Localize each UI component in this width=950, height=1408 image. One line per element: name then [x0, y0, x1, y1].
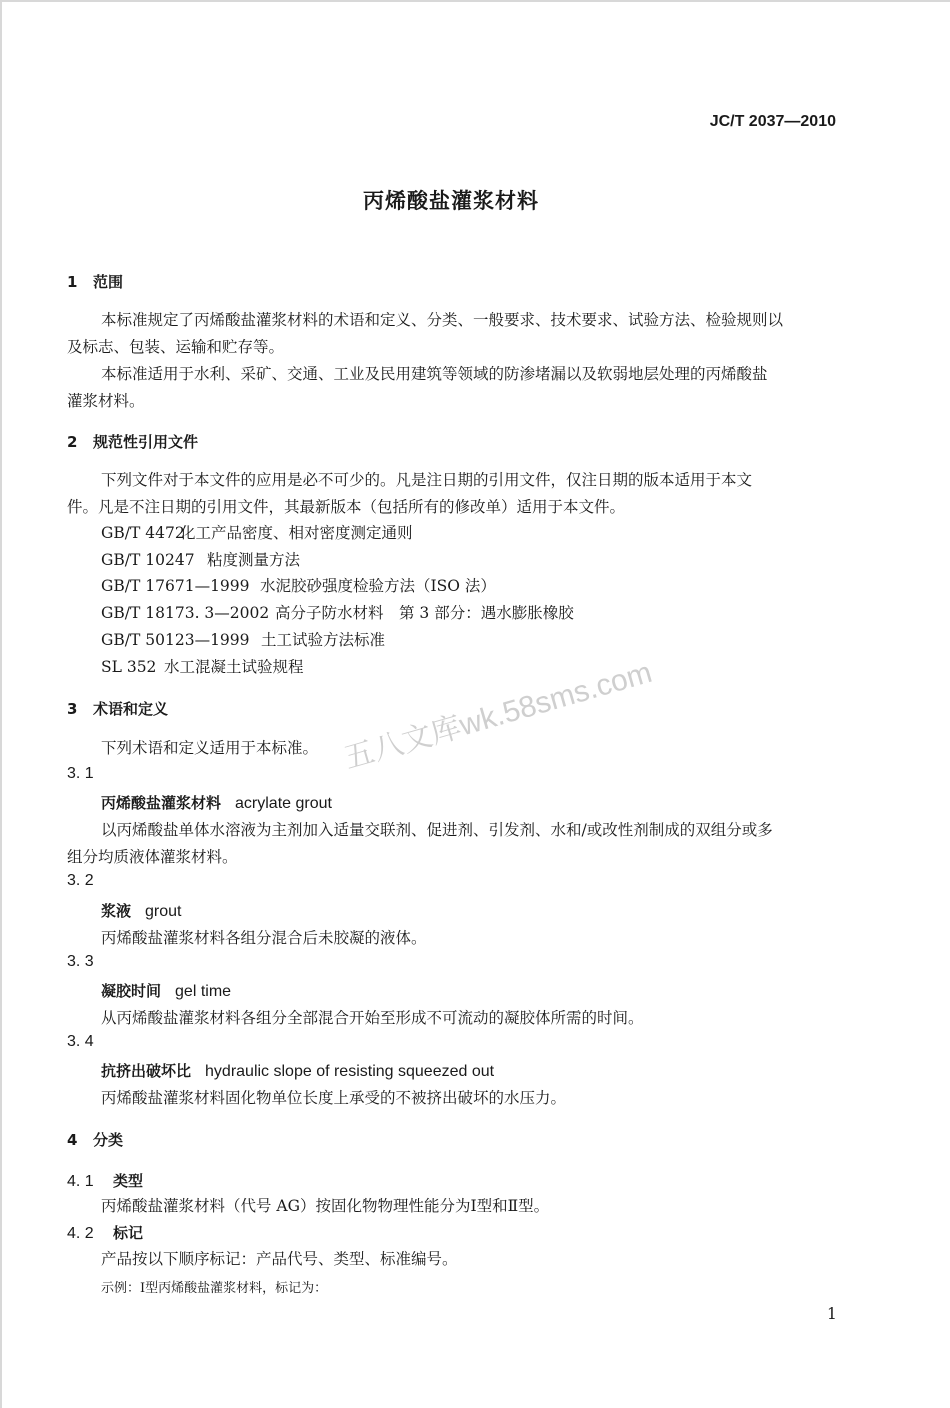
section-1-p2-line2: 灌浆材料。 — [67, 392, 145, 410]
reference-item: GB/T 18173. 3—2002 高分子防水材料 第 3 部分：遇水膨胀橡胶 — [101, 604, 574, 622]
term-heading: 凝胶时间 gel time — [101, 982, 232, 1000]
page-number: 1 — [827, 1305, 837, 1323]
section-1-p1-line2: 及标志、包装、运输和贮存等。 — [67, 338, 285, 356]
section-3-heading: 3 术语和定义 — [67, 700, 169, 718]
section-2-heading: 2 规范性引用文件 — [67, 433, 199, 451]
watermark: 五八文库wk.58sms.com — [340, 655, 656, 776]
reference-item: GB/T 17671—1999 水泥胶砂强度检验方法（ISO 法） — [101, 577, 496, 595]
section-2-p1-line2: 件。凡是不注日期的引用文件，其最新版本（包括所有的修改单）适用于本文件。 — [67, 498, 626, 516]
section-1-p1-line1: 本标准规定了丙烯酸盐灌浆材料的术语和定义、分类、一般要求、技术要求、试验方法、检验规则以 — [101, 311, 784, 329]
term-heading: 抗挤出破坏比 hydraulic slope of resisting squeezed out — [101, 1062, 495, 1080]
example-text: 示例：Ⅰ型丙烯酸盐灌浆材料，标记为： — [101, 1281, 328, 1296]
page-title: 丙烯酸盐灌浆材料 — [363, 189, 539, 213]
term-number: 3. 2 — [67, 872, 94, 889]
term-heading: 浆液 grout — [101, 902, 182, 920]
scan-edge-top — [0, 0, 950, 2]
section-2-p1-line1: 下列文件对于本文件的应用是必不可少的。凡是注日期的引用文件，仅注日期的版本适用于本文 — [101, 471, 753, 489]
term-heading: 丙烯酸盐灌浆材料 acrylate grout — [101, 794, 332, 812]
standard-code: JC/T 2037—2010 — [709, 113, 836, 130]
term-number: 3. 4 — [67, 1033, 94, 1050]
section-3-intro: 下列术语和定义适用于本标准。 — [101, 739, 319, 757]
reference-item: GB/T 10247 粘度测量方法 — [101, 551, 301, 569]
subsection-4-1-text: 丙烯酸盐灌浆材料（代号 AG）按固化物物理性能分为Ⅰ型和Ⅱ型。 — [101, 1197, 550, 1215]
reference-item: GB/T 50123—1999 土工试验方法标准 — [101, 631, 386, 649]
term-number: 3. 3 — [67, 953, 94, 970]
term-definition: 以丙烯酸盐单体水溶液为主剂加入适量交联剂、促进剂、引发剂、水和/或改性剂制成的双组分或多 — [101, 821, 773, 839]
reference-item: GB/T 4472化工产品密度、相对密度测定通则 — [101, 524, 413, 542]
term-definition: 组分均质液体灌浆材料。 — [67, 848, 238, 866]
subsection-4-2-heading: 4. 2 标记 — [67, 1224, 144, 1242]
term-definition: 丙烯酸盐灌浆材料各组分混合后未胶凝的液体。 — [101, 929, 427, 947]
term-definition: 丙烯酸盐灌浆材料固化物单位长度上承受的不被挤出破坏的水压力。 — [101, 1089, 567, 1107]
section-4-heading: 4 分类 — [67, 1131, 124, 1149]
section-1-p2-line1: 本标准适用于水利、采矿、交通、工业及民用建筑等领域的防渗堵漏以及软弱地层处理的丙烯酸盐 — [101, 365, 768, 383]
subsection-4-2-text: 产品按以下顺序标记：产品代号、类型、标准编号。 — [101, 1250, 458, 1268]
reference-item: SL 352 水工混凝土试验规程 — [101, 658, 304, 676]
section-1-heading: 1 范围 — [67, 273, 124, 291]
subsection-4-1-heading: 4. 1 类型 — [67, 1172, 144, 1190]
term-definition: 从丙烯酸盐灌浆材料各组分全部混合开始至形成不可流动的凝胶体所需的时间。 — [101, 1009, 644, 1027]
term-number: 3. 1 — [67, 765, 94, 782]
